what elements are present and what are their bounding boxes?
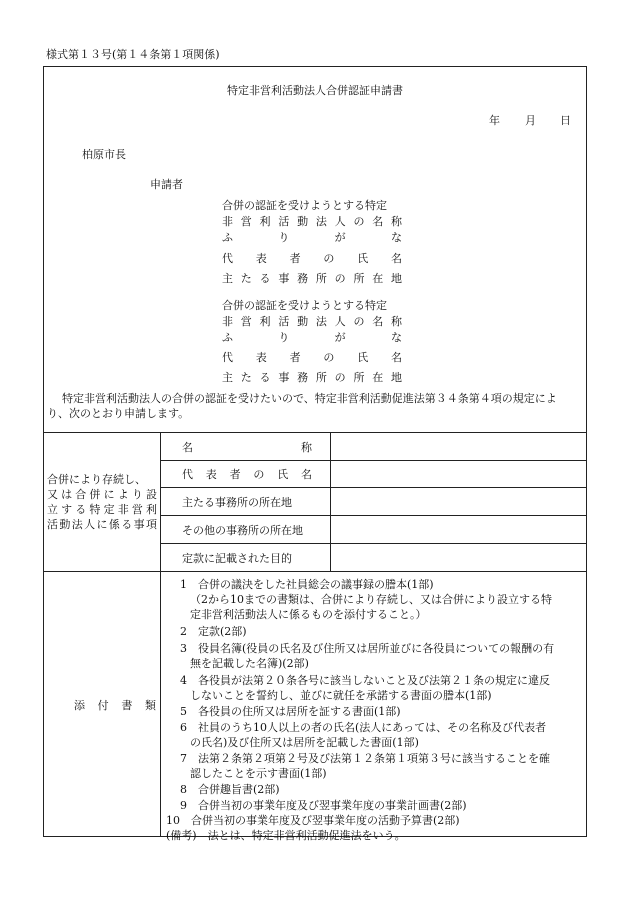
value-name-cell[interactable] [331,433,586,459]
row-label-purpose: 定款に記載された目的 [182,552,292,565]
applicant1-name-label: 非営利活動法人の名称 [222,215,402,228]
applicant1-line1: 合併の認証を受けようとする特定 [222,199,387,212]
applicant1-office-label: 主たる事務所の所在地 [222,272,402,285]
value-main-office-cell[interactable] [331,488,586,514]
section-divider-attachments [43,571,587,572]
corp-section-label-2: 又は合併により設 [47,488,157,501]
corp-section-label-1: 合併により存続し、 [47,473,146,486]
value-purpose-cell[interactable] [331,544,586,570]
corp-section-label-4: 活動法人に係る事項 [47,518,157,531]
value-representative-cell[interactable] [331,461,586,486]
attachment-line: 認したことを示す書面(1部) [190,767,327,780]
row-label-other-office: その他の事務所の所在地 [182,524,303,537]
attachment-line: 5 各役員の住所又は居所を証する書面(1部) [180,705,401,718]
addressee: 柏原市長 [82,148,126,161]
date-year: 年 [489,114,500,127]
applicant1-representative-label: 代表者の氏名 [222,252,402,265]
attachment-line: （2から10までの書類は、合併により存続し、又は合併により設立する特 [190,593,552,606]
attachment-line: 10 合併当初の事業年度及び翌事業年度の活動予算書(2部) [166,814,460,827]
attachments-label: 添付書類 [74,699,156,712]
attachment-note: (備考) 法とは、特定非営利活動促進法をいう。 [166,829,406,842]
statement-line2: り、次のとおり申請します。 [47,407,190,420]
attachment-line: 7 法第２条第２項第２号及び法第１２条第１項第３号に該当することを確 [180,752,550,765]
attachment-line: の氏名)及び住所又は居所を記載した書面(1部) [190,736,419,749]
form-id: 様式第１３号(第１４条第１項関係) [46,48,220,61]
attachment-line: 定非営利活動法人に係るものを添付すること。） [190,608,427,621]
date-month: 月 [525,114,536,127]
applicant2-furigana-label: ふりがな [222,331,402,344]
attachment-line: 4 各役員が法第２０条各号に該当しないこと及び法第２１条の規定に違反 [180,674,550,687]
applicant2-name-label: 非営利活動法人の名称 [222,315,402,328]
value-other-office-cell[interactable] [331,516,586,542]
corp-section-label-3: 立する特定非営利 [47,503,157,516]
attachment-line: 1 合併の議決をした社員総会の議事録の謄本(1部) [180,578,434,591]
date-day: 日 [560,114,571,127]
attachment-line: 2 定款(2部) [180,625,247,638]
attachment-line: 9 合併当初の事業年度及び翌事業年度の事業計画書(2部) [180,799,467,812]
document-title: 特定非営利活動法人合併認証申請書 [227,84,403,97]
attachment-line: 8 合併趣旨書(2部) [180,783,280,796]
applicant1-furigana-label: ふりがな [222,231,402,244]
attachment-line: 無を記載した名簿)(2部) [190,657,309,670]
attachment-line: しないことを誓約し、並びに就任を承諾する書面の謄本(1部) [190,689,492,702]
row-label-representative: 代表者の氏名 [182,468,312,481]
applicant2-office-label: 主たる事務所の所在地 [222,371,402,384]
row-label-name: 名称 [182,441,312,454]
attachment-line: 6 社員のうち10人以上の者の氏名(法人にあっては、その名称及び代表者 [180,721,547,734]
applicant2-representative-label: 代表者の氏名 [222,351,402,364]
attachment-line: 3 役員名簿(役員の氏名及び住所又は居所並びに各役員についての報酬の有 [180,642,555,655]
applicant2-line1: 合併の認証を受けようとする特定 [222,299,387,312]
row-label-main-office: 主たる事務所の所在地 [182,496,292,509]
statement-line1: 特定非営利活動法人の合併の認証を受けたいので、特定非営利活動促進法第３４条第４項の規定によ [62,392,557,405]
applicant-label: 申請者 [150,178,183,191]
label-column-divider [160,432,161,837]
